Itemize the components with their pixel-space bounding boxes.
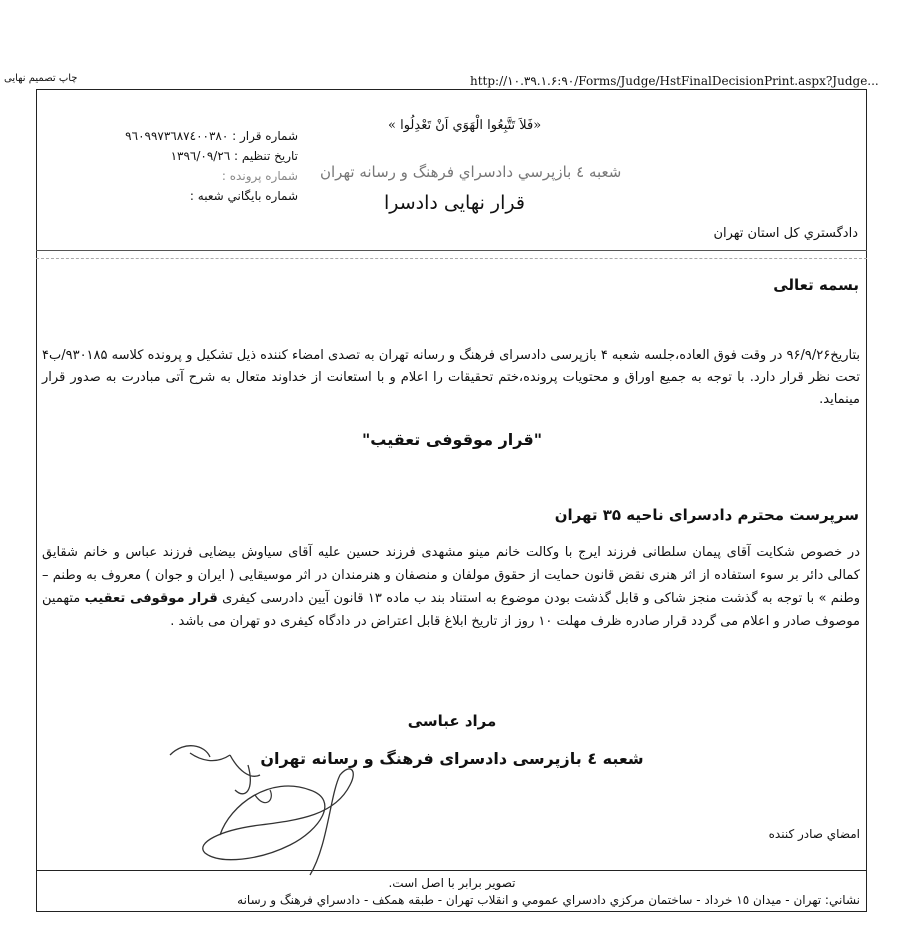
copy-certification: تصوير برابر با اصل است.	[388, 876, 516, 890]
archive-number: شماره بايگاني شعبه :	[189, 189, 298, 203]
page-url: http://۱۰.۳۹.۱.۶:۹۰/Forms/Judge/HstFinalDecisionPrint.aspx?Judge...	[470, 74, 879, 88]
branch-name: شعبه ٤ بازپرسي دادسراي فرهنگ و رسانه تهران	[320, 163, 622, 181]
court-name: دادگستري کل استان تهران	[713, 226, 858, 241]
signer-branch: شعبه ٤ بازپرسی دادسرای فرهنگ و رسانه تهران	[260, 749, 644, 768]
basmala: بسمه تعالی	[773, 276, 859, 294]
header-divider	[36, 250, 867, 251]
issue-date: تاريخ تنظيم : ١٣٩٦/٠٩/٢٦	[170, 149, 298, 163]
document-title: قرار نهایی دادسرا	[384, 192, 525, 214]
decision-text-bold: قرار موقوفی تعقیب	[84, 591, 218, 606]
decision-text-part2: متهمین موصوف صادر و اعلام می گردد قرار صادره ظرف مهلت ۱۰ روز از تاریخ ابلاغ قابل اعتراض در دادگاه کیفری دو تهران می باشد .	[42, 591, 860, 629]
header-divider-dashed	[36, 258, 867, 259]
quran-verse: «فَلاَ تَتَّبِعُوا الْهَوَي اَنْ تَعْدِلُوا »	[388, 118, 542, 133]
file-number: شماره پرونده :	[221, 169, 298, 183]
decision-number: شماره قرار : ٩٦٠٩٩٧٣٦٨٧٤٠٠٣٨٠	[125, 129, 298, 143]
decision-text-part1: در خصوص شکایت آقای پیمان سلطانی فرزند ایرج با وکالت خانم مینو مشهدی فرزند حسین علیه آقای سیاوش بیضایی فرزند عباس و خانم شقایق کمالی دائر بر سوء استفاده از اثر هنری نقض قانون حمایت از حقوق مولفان و منصفان و هنرمندان در اثر موسیقایی ( ایران و جوان ) معروف به وطنم – وطنم » با توجه به گذشت منجز شاکی و قابل گذشت بودن موضوع به استناد بند ب ماده ۱۳ قانون آیین دادرسی کیفری	[42, 545, 861, 606]
signature-label: امضاي صادر كننده	[768, 827, 860, 841]
recipient: سرپرست محترم دادسرای ناحیه ۳۵ تهران	[554, 506, 859, 524]
office-address: نشاني: تهران - ميدان ١٥ خرداد - ساختمان مرکزي دادسراي عمومي و انقلاب تهران - طبقه همکف - دادسراي فرهنگ و رسانه	[237, 893, 860, 907]
intro-paragraph: بتاریخ۹۶/۹/۲۶ در وقت فوق العاده،جلسه شعبه ۴ بازپرسی دادسرای فرهنگ و رسانه تهران به تصدی امضاء کننده ذیل تشکیل و پرونده کلاسه ۹۳۰۱۸۵/ب۴ تحت نظر قرار دارد. با توجه به جمیع اوراق و محتویات پرونده،ختم تحقیقات را اعلام و با استعانت از خداوند متعال به شرح آتی مبادرت به صدور قرار مینماید.	[42, 348, 861, 407]
decision-heading: "قرار موقوفی تعقیب"	[361, 430, 543, 449]
print-page-label: چاپ تصمیم نهایی	[4, 73, 78, 84]
signer-name: مراد عباسی	[407, 712, 497, 730]
handwritten-signature	[160, 735, 410, 885]
decision-paragraph	[42, 541, 860, 633]
